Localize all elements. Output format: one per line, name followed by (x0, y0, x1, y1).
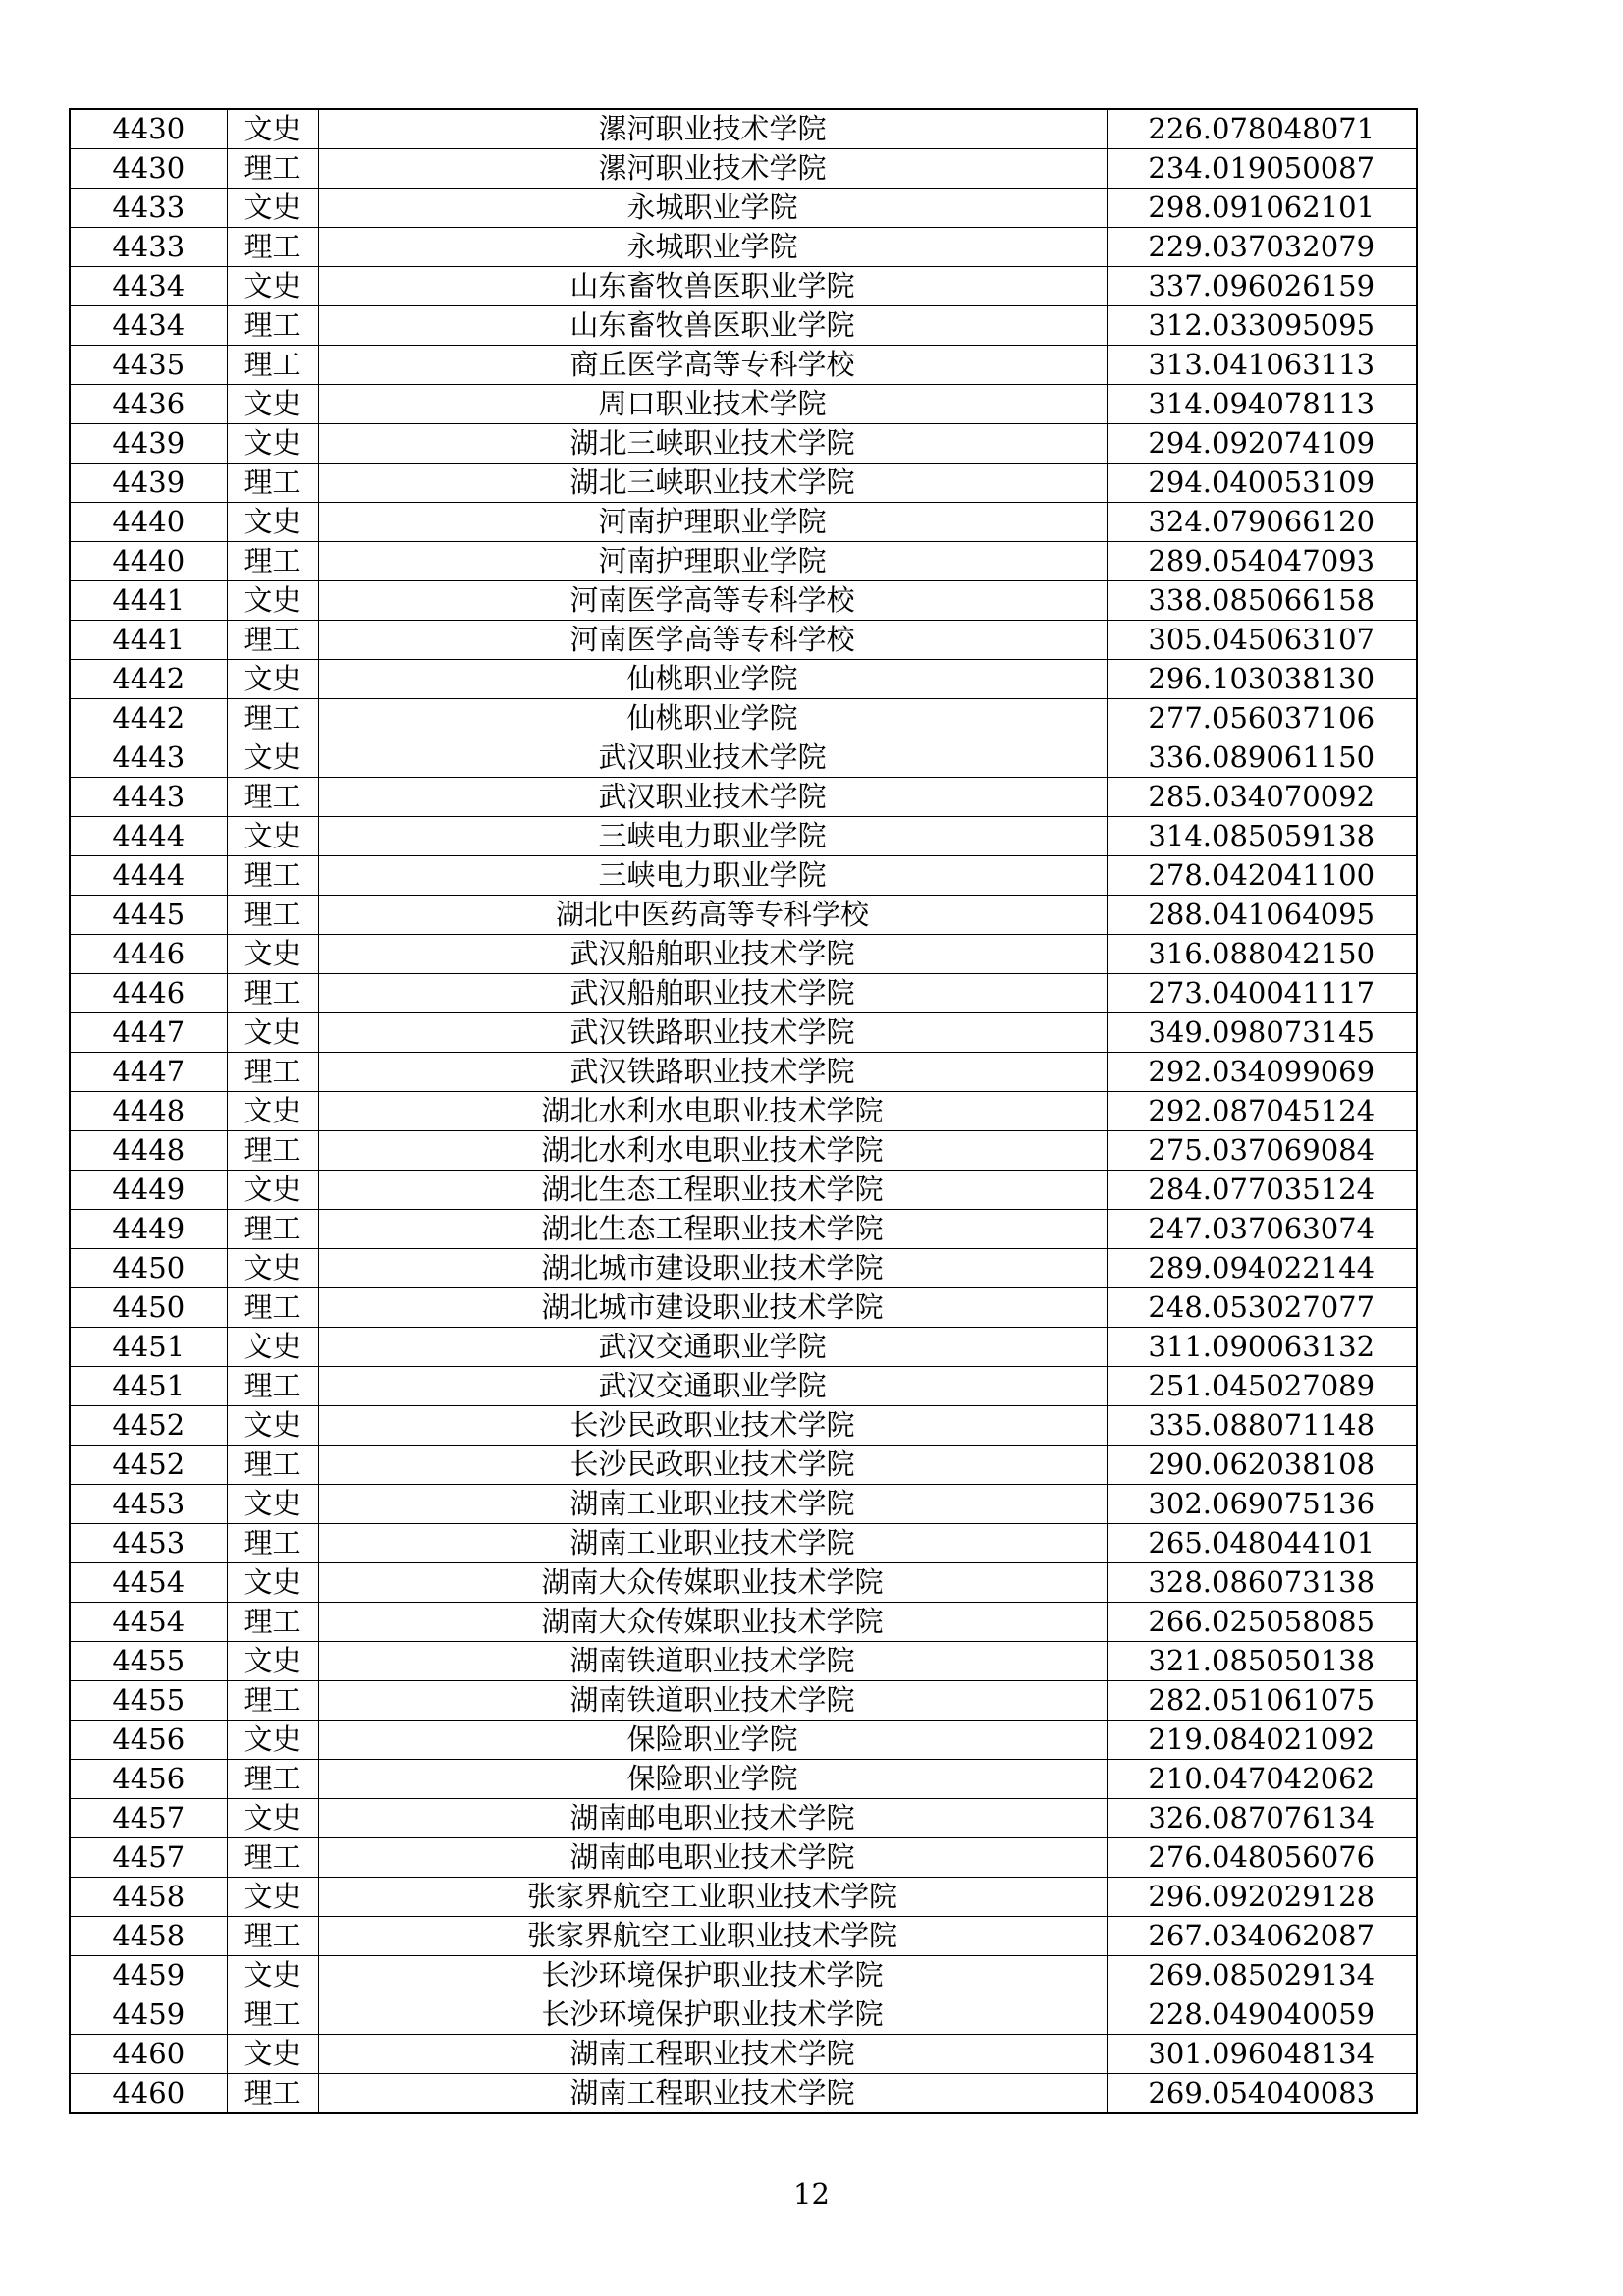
table-row (70, 109, 1417, 149)
school-code-cell: 4450 (70, 1249, 227, 1288)
table-row (70, 817, 1417, 856)
table-row (70, 503, 1417, 542)
subject-type-cell: 文史 (227, 1721, 318, 1760)
school-code-cell: 4441 (70, 621, 227, 660)
score-cell: 298.091062101 (1107, 189, 1417, 228)
school-code-cell: 4439 (70, 464, 227, 503)
school-code-cell: 4459 (70, 1956, 227, 1995)
school-code-cell: 4447 (70, 1053, 227, 1092)
score-cell: 314.094078113 (1107, 385, 1417, 424)
subject-type-cell: 理工 (227, 699, 318, 738)
school-name-cell: 三峡电力职业学院 (318, 817, 1107, 856)
score-cell: 296.103038130 (1107, 660, 1417, 699)
score-cell: 265.048044101 (1107, 1524, 1417, 1563)
school-code-cell: 4439 (70, 424, 227, 464)
subject-type-cell: 文史 (227, 1328, 318, 1367)
school-name-cell: 湖南工业职业技术学院 (318, 1485, 1107, 1524)
score-cell: 234.019050087 (1107, 149, 1417, 189)
subject-type-cell: 文史 (227, 1013, 318, 1053)
school-name-cell: 湖南工业职业技术学院 (318, 1524, 1107, 1563)
school-name-cell: 长沙环境保护职业技术学院 (318, 1995, 1107, 2035)
score-cell: 292.034099069 (1107, 1053, 1417, 1092)
school-code-cell: 4450 (70, 1288, 227, 1328)
school-code-cell: 4442 (70, 660, 227, 699)
score-cell: 328.086073138 (1107, 1563, 1417, 1603)
subject-type-cell: 理工 (227, 856, 318, 896)
subject-type-cell: 文史 (227, 1485, 318, 1524)
school-code-cell: 4449 (70, 1210, 227, 1249)
subject-type-cell: 文史 (227, 1799, 318, 1838)
table-row (70, 1642, 1417, 1681)
score-cell: 301.096048134 (1107, 2035, 1417, 2074)
score-cell: 292.087045124 (1107, 1092, 1417, 1131)
school-name-cell: 武汉职业技术学院 (318, 778, 1107, 817)
school-code-cell: 4456 (70, 1760, 227, 1799)
score-cell: 282.051061075 (1107, 1681, 1417, 1721)
subject-type-cell: 文史 (227, 1092, 318, 1131)
score-cell: 311.090063132 (1107, 1328, 1417, 1367)
score-cell: 305.045063107 (1107, 621, 1417, 660)
table-row (70, 699, 1417, 738)
school-code-cell: 4457 (70, 1799, 227, 1838)
subject-type-cell: 理工 (227, 2074, 318, 2114)
score-cell: 338.085066158 (1107, 581, 1417, 621)
school-name-cell: 湖北中医药高等专科学校 (318, 896, 1107, 935)
subject-type-cell: 文史 (227, 660, 318, 699)
score-cell: 290.062038108 (1107, 1446, 1417, 1485)
table-row (70, 1210, 1417, 1249)
table-row (70, 1485, 1417, 1524)
table-row (70, 2074, 1417, 2114)
score-cell: 336.089061150 (1107, 738, 1417, 778)
score-cell: 248.053027077 (1107, 1288, 1417, 1328)
table-row (70, 974, 1417, 1013)
school-name-cell: 湖南邮电职业技术学院 (318, 1799, 1107, 1838)
table-row (70, 1721, 1417, 1760)
score-cell: 326.087076134 (1107, 1799, 1417, 1838)
subject-type-cell: 理工 (227, 1760, 318, 1799)
school-name-cell: 武汉交通职业学院 (318, 1328, 1107, 1367)
subject-type-cell: 理工 (227, 1131, 318, 1171)
school-name-cell: 湖北水利水电职业技术学院 (318, 1092, 1107, 1131)
table-row (70, 581, 1417, 621)
table-row (70, 1524, 1417, 1563)
school-code-cell: 4451 (70, 1367, 227, 1406)
score-cell: 324.079066120 (1107, 503, 1417, 542)
subject-type-cell: 理工 (227, 346, 318, 385)
school-name-cell: 湖南邮电职业技术学院 (318, 1838, 1107, 1878)
table-row (70, 856, 1417, 896)
subject-type-cell: 文史 (227, 1171, 318, 1210)
table-row (70, 660, 1417, 699)
page-number: 12 (793, 2177, 830, 2211)
table-row (70, 1131, 1417, 1171)
subject-type-cell: 理工 (227, 778, 318, 817)
school-name-cell: 湖南铁道职业技术学院 (318, 1681, 1107, 1721)
subject-type-cell: 理工 (227, 1210, 318, 1249)
table-row (70, 896, 1417, 935)
subject-type-cell: 文史 (227, 1406, 318, 1446)
score-cell: 277.056037106 (1107, 699, 1417, 738)
subject-type-cell: 理工 (227, 974, 318, 1013)
school-name-cell: 湖北生态工程职业技术学院 (318, 1171, 1107, 1210)
school-code-cell: 4444 (70, 817, 227, 856)
school-name-cell: 张家界航空工业职业技术学院 (318, 1917, 1107, 1956)
score-cell: 314.085059138 (1107, 817, 1417, 856)
table-row (70, 738, 1417, 778)
school-name-cell: 永城职业学院 (318, 189, 1107, 228)
table-row (70, 1367, 1417, 1406)
table-row (70, 1995, 1417, 2035)
score-cell: 321.085050138 (1107, 1642, 1417, 1681)
school-name-cell: 河南医学高等专科学校 (318, 621, 1107, 660)
score-cell: 349.098073145 (1107, 1013, 1417, 1053)
table-row (70, 385, 1417, 424)
subject-type-cell: 文史 (227, 503, 318, 542)
subject-type-cell: 理工 (227, 1603, 318, 1642)
score-cell: 335.088071148 (1107, 1406, 1417, 1446)
subject-type-cell: 理工 (227, 228, 318, 267)
school-code-cell: 4456 (70, 1721, 227, 1760)
school-code-cell: 4445 (70, 896, 227, 935)
subject-type-cell: 文史 (227, 581, 318, 621)
subject-type-cell: 理工 (227, 896, 318, 935)
school-code-cell: 4447 (70, 1013, 227, 1053)
school-name-cell: 武汉船舶职业技术学院 (318, 974, 1107, 1013)
school-name-cell: 河南护理职业学院 (318, 503, 1107, 542)
school-name-cell: 长沙民政职业技术学院 (318, 1406, 1107, 1446)
subject-type-cell: 理工 (227, 149, 318, 189)
school-code-cell: 4449 (70, 1171, 227, 1210)
table-row (70, 1053, 1417, 1092)
school-code-cell: 4433 (70, 228, 227, 267)
school-code-cell: 4454 (70, 1603, 227, 1642)
table-row (70, 267, 1417, 306)
school-name-cell: 长沙民政职业技术学院 (318, 1446, 1107, 1485)
table-row (70, 1563, 1417, 1603)
score-cell: 302.069075136 (1107, 1485, 1417, 1524)
table-row (70, 1799, 1417, 1838)
school-code-cell: 4457 (70, 1838, 227, 1878)
school-name-cell: 湖南大众传媒职业技术学院 (318, 1603, 1107, 1642)
subject-type-cell: 文史 (227, 1956, 318, 1995)
table-row (70, 1446, 1417, 1485)
table-row (70, 1288, 1417, 1328)
school-name-cell: 保险职业学院 (318, 1721, 1107, 1760)
school-name-cell: 湖北城市建设职业技术学院 (318, 1249, 1107, 1288)
school-name-cell: 三峡电力职业学院 (318, 856, 1107, 896)
school-code-cell: 4453 (70, 1524, 227, 1563)
table-row (70, 1838, 1417, 1878)
table-row (70, 1328, 1417, 1367)
school-code-cell: 4459 (70, 1995, 227, 2035)
subject-type-cell: 理工 (227, 464, 318, 503)
score-cell: 278.042041100 (1107, 856, 1417, 896)
table-row (70, 346, 1417, 385)
table-row (70, 935, 1417, 974)
score-cell: 219.084021092 (1107, 1721, 1417, 1760)
school-name-cell: 商丘医学高等专科学校 (318, 346, 1107, 385)
school-name-cell: 漯河职业技术学院 (318, 109, 1107, 149)
school-code-cell: 4441 (70, 581, 227, 621)
school-code-cell: 4458 (70, 1878, 227, 1917)
school-name-cell: 湖北城市建设职业技术学院 (318, 1288, 1107, 1328)
school-code-cell: 4460 (70, 2035, 227, 2074)
school-name-cell: 漯河职业技术学院 (318, 149, 1107, 189)
school-code-cell: 4453 (70, 1485, 227, 1524)
school-code-cell: 4443 (70, 738, 227, 778)
subject-type-cell: 文史 (227, 109, 318, 149)
score-cell: 289.054047093 (1107, 542, 1417, 581)
school-name-cell: 湖南工程职业技术学院 (318, 2035, 1107, 2074)
score-cell: 228.049040059 (1107, 1995, 1417, 2035)
table-row (70, 778, 1417, 817)
school-code-cell: 4448 (70, 1131, 227, 1171)
school-name-cell: 仙桃职业学院 (318, 699, 1107, 738)
score-cell: 226.078048071 (1107, 109, 1417, 149)
table-row (70, 1171, 1417, 1210)
school-name-cell: 湖南大众传媒职业技术学院 (318, 1563, 1107, 1603)
school-code-cell: 4442 (70, 699, 227, 738)
school-name-cell: 湖北生态工程职业技术学院 (318, 1210, 1107, 1249)
table-row (70, 149, 1417, 189)
school-name-cell: 张家界航空工业职业技术学院 (318, 1878, 1107, 1917)
school-code-cell: 4460 (70, 2074, 227, 2114)
school-code-cell: 4448 (70, 1092, 227, 1131)
table-row (70, 1878, 1417, 1917)
score-cell: 337.096026159 (1107, 267, 1417, 306)
table-row (70, 1013, 1417, 1053)
table-row (70, 228, 1417, 267)
score-cell: 210.047042062 (1107, 1760, 1417, 1799)
table-row (70, 464, 1417, 503)
table-row (70, 1917, 1417, 1956)
score-cell: 269.054040083 (1107, 2074, 1417, 2114)
table-row (70, 1406, 1417, 1446)
school-name-cell: 长沙环境保护职业技术学院 (318, 1956, 1107, 1995)
school-name-cell: 武汉职业技术学院 (318, 738, 1107, 778)
school-code-cell: 4454 (70, 1563, 227, 1603)
school-name-cell: 湖北水利水电职业技术学院 (318, 1131, 1107, 1171)
table-row (70, 1092, 1417, 1131)
school-name-cell: 永城职业学院 (318, 228, 1107, 267)
score-cell: 296.092029128 (1107, 1878, 1417, 1917)
score-cell: 284.077035124 (1107, 1171, 1417, 1210)
score-cell: 275.037069084 (1107, 1131, 1417, 1171)
subject-type-cell: 理工 (227, 1288, 318, 1328)
subject-type-cell: 理工 (227, 1524, 318, 1563)
subject-type-cell: 文史 (227, 817, 318, 856)
school-name-cell: 湖北三峡职业技术学院 (318, 464, 1107, 503)
score-cell: 312.033095095 (1107, 306, 1417, 346)
school-code-cell: 4440 (70, 503, 227, 542)
school-code-cell: 4455 (70, 1681, 227, 1721)
school-name-cell: 山东畜牧兽医职业学院 (318, 267, 1107, 306)
subject-type-cell: 文史 (227, 2035, 318, 2074)
school-name-cell: 武汉交通职业学院 (318, 1367, 1107, 1406)
subject-type-cell: 文史 (227, 1642, 318, 1681)
subject-type-cell: 理工 (227, 1995, 318, 2035)
school-name-cell: 周口职业技术学院 (318, 385, 1107, 424)
subject-type-cell: 理工 (227, 1838, 318, 1878)
subject-type-cell: 文史 (227, 424, 318, 464)
school-name-cell: 河南护理职业学院 (318, 542, 1107, 581)
subject-type-cell: 文史 (227, 189, 318, 228)
score-cell: 294.040053109 (1107, 464, 1417, 503)
table-row (70, 621, 1417, 660)
school-code-cell: 4430 (70, 149, 227, 189)
score-cell: 266.025058085 (1107, 1603, 1417, 1642)
subject-type-cell: 理工 (227, 1446, 318, 1485)
school-code-cell: 4451 (70, 1328, 227, 1367)
score-cell: 251.045027089 (1107, 1367, 1417, 1406)
school-code-cell: 4434 (70, 306, 227, 346)
score-cell: 285.034070092 (1107, 778, 1417, 817)
score-cell: 273.040041117 (1107, 974, 1417, 1013)
score-cell: 247.037063074 (1107, 1210, 1417, 1249)
school-code-cell: 4430 (70, 109, 227, 149)
school-code-cell: 4446 (70, 974, 227, 1013)
subject-type-cell: 文史 (227, 935, 318, 974)
subject-type-cell: 理工 (227, 1053, 318, 1092)
score-cell: 288.041064095 (1107, 896, 1417, 935)
school-code-cell: 4458 (70, 1917, 227, 1956)
score-cell: 229.037032079 (1107, 228, 1417, 267)
school-code-cell: 4446 (70, 935, 227, 974)
score-cell: 276.048056076 (1107, 1838, 1417, 1878)
table-row (70, 2035, 1417, 2074)
subject-type-cell: 理工 (227, 621, 318, 660)
subject-type-cell: 文史 (227, 738, 318, 778)
score-cell: 313.041063113 (1107, 346, 1417, 385)
school-code-cell: 4444 (70, 856, 227, 896)
school-name-cell: 武汉船舶职业技术学院 (318, 935, 1107, 974)
school-name-cell: 武汉铁路职业技术学院 (318, 1053, 1107, 1092)
school-code-cell: 4443 (70, 778, 227, 817)
subject-type-cell: 理工 (227, 1681, 318, 1721)
subject-type-cell: 文史 (227, 1878, 318, 1917)
subject-type-cell: 文史 (227, 267, 318, 306)
subject-type-cell: 理工 (227, 306, 318, 346)
table-row (70, 189, 1417, 228)
table-row (70, 1681, 1417, 1721)
subject-type-cell: 文史 (227, 1563, 318, 1603)
school-name-cell: 山东畜牧兽医职业学院 (318, 306, 1107, 346)
school-name-cell: 仙桃职业学院 (318, 660, 1107, 699)
score-cell: 269.085029134 (1107, 1956, 1417, 1995)
admission-score-table (69, 108, 1418, 2114)
school-name-cell: 河南医学高等专科学校 (318, 581, 1107, 621)
table-row (70, 1956, 1417, 1995)
table-row (70, 306, 1417, 346)
subject-type-cell: 文史 (227, 385, 318, 424)
score-cell: 294.092074109 (1107, 424, 1417, 464)
school-name-cell: 武汉铁路职业技术学院 (318, 1013, 1107, 1053)
table-row (70, 1249, 1417, 1288)
table-row (70, 1603, 1417, 1642)
subject-type-cell: 理工 (227, 542, 318, 581)
school-code-cell: 4434 (70, 267, 227, 306)
school-code-cell: 4440 (70, 542, 227, 581)
school-name-cell: 湖南工程职业技术学院 (318, 2074, 1107, 2114)
table-body (70, 109, 1417, 2113)
school-code-cell: 4452 (70, 1406, 227, 1446)
subject-type-cell: 文史 (227, 1249, 318, 1288)
subject-type-cell: 理工 (227, 1917, 318, 1956)
school-code-cell: 4435 (70, 346, 227, 385)
school-code-cell: 4452 (70, 1446, 227, 1485)
subject-type-cell: 理工 (227, 1367, 318, 1406)
score-cell: 267.034062087 (1107, 1917, 1417, 1956)
school-name-cell: 湖北三峡职业技术学院 (318, 424, 1107, 464)
score-cell: 289.094022144 (1107, 1249, 1417, 1288)
school-name-cell: 湖南铁道职业技术学院 (318, 1642, 1107, 1681)
table-row (70, 424, 1417, 464)
score-cell: 316.088042150 (1107, 935, 1417, 974)
school-code-cell: 4433 (70, 189, 227, 228)
school-code-cell: 4455 (70, 1642, 227, 1681)
school-name-cell: 保险职业学院 (318, 1760, 1107, 1799)
table-row (70, 1760, 1417, 1799)
table-row (70, 542, 1417, 581)
school-code-cell: 4436 (70, 385, 227, 424)
